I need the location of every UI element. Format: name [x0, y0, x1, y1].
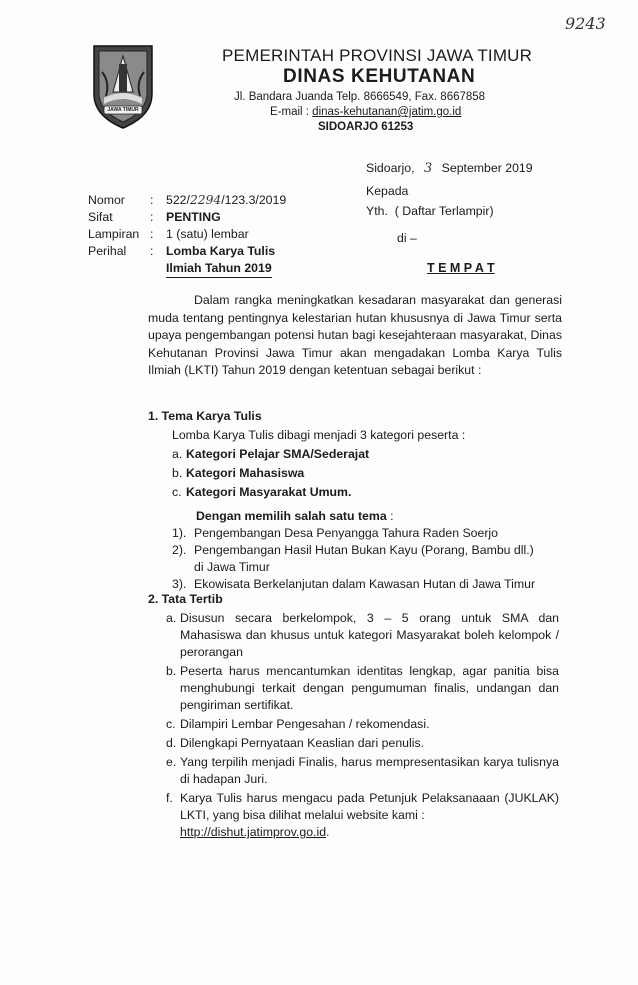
meta-colons	[150, 192, 158, 260]
theme-intro-colon: :	[386, 509, 394, 523]
rule-text: Peserta harus mencantumkan identitas lengkap, agar panitia bisa menghubungi terkait dengan pengumuman finalis, undangan dan pengiriman sertifikat.	[180, 664, 559, 712]
rule-item	[166, 716, 559, 733]
header-email-line	[270, 106, 461, 118]
email-label: E-mail :	[270, 106, 313, 118]
meta-values	[166, 192, 346, 278]
category-item	[172, 465, 432, 484]
header-government: PEMERINTAH PROVINSI JAWA TIMUR	[222, 46, 533, 65]
theme-marker: 1).	[172, 526, 187, 540]
header-agency: DINAS KEHUTANAN	[283, 66, 476, 87]
rule-text: Dilengkapi Pernyataan Keaslian dari penulis.	[180, 736, 425, 750]
meta-lampiran: 1 (satu) lembar	[166, 227, 249, 241]
rule-text: Yang terpilih menjadi Finalis, harus mempresentasikan karya tulisnya di hadapan Juri.	[180, 755, 559, 786]
meta-label-lampiran: Lampiran	[88, 227, 140, 241]
category-item	[172, 484, 432, 503]
rules-list	[166, 610, 559, 841]
theme-text: Pengembangan Hasil Hutan Bukan Kayu (Porang, Bambu dll.)	[194, 543, 534, 557]
nomor-handwritten: 2294	[189, 193, 222, 207]
link-period: .	[326, 825, 330, 839]
recipient-yth-line	[366, 203, 494, 220]
header-address: Jl. Bandara Juanda Telp. 8666549, Fax. 8667858	[234, 91, 486, 103]
meta-label-perihal: Perihal	[88, 244, 127, 258]
nomor-prefix: 522/	[166, 193, 190, 207]
meta-colon: :	[150, 210, 154, 224]
meta-perihal-1: Lomba Karya Tulis	[166, 244, 276, 258]
rule-item	[166, 754, 559, 788]
theme-item	[172, 542, 572, 559]
meta-colon: :	[150, 193, 154, 207]
category-text: Kategori Masyarakat Umum.	[186, 485, 352, 499]
rule-marker: a.	[166, 611, 177, 625]
meta-colon: :	[150, 227, 154, 241]
recipient-di: di –	[397, 231, 417, 245]
category-list	[172, 446, 432, 503]
email-link[interactable]: dinas-kehutanan@jatim.go.id	[312, 106, 462, 118]
theme-intro-text: Dengan memilih salah satu tema	[196, 509, 387, 523]
section1-title: 1. Tema Karya Tulis	[148, 409, 262, 423]
rule-text: Dilampiri Lembar Pengesahan / rekomendasi.	[180, 717, 430, 731]
seal-emblem	[88, 42, 158, 130]
meta-labels	[88, 192, 148, 260]
rule-text-with-link	[180, 790, 559, 841]
date-place: Sidoarjo,	[366, 161, 415, 175]
recipient-list: ( Daftar Terlampir)	[394, 204, 494, 218]
rule-item	[166, 735, 559, 752]
nomor-suffix: /123.3/2019	[221, 193, 287, 207]
meta-perihal-2: Ilmiah Tahun 2019	[166, 260, 272, 278]
header-city: SIDOARJO 61253	[318, 121, 414, 133]
theme-list	[172, 525, 572, 593]
meta-sifat: PENTING	[166, 210, 221, 224]
category-marker: c.	[172, 485, 182, 499]
category-text: Kategori Pelajar SMA/Sederajat	[186, 447, 370, 461]
meta-nomor	[166, 192, 346, 209]
theme-text: Ekowisata Berkelanjutan dalam Kawasan Hutan di Jawa Timur	[194, 577, 536, 591]
recipient-yth: Yth.	[366, 204, 388, 218]
date-month-year: September 2019	[441, 161, 533, 175]
category-marker: b.	[172, 466, 183, 480]
meta-label-nomor: Nomor	[88, 193, 125, 207]
rule-marker: d.	[166, 736, 177, 750]
category-text: Kategori Mahasiswa	[186, 466, 305, 480]
rule-marker: e.	[166, 755, 177, 769]
rule-item	[166, 610, 559, 661]
website-link[interactable]: http://dishut.jatimprov.go.id	[180, 825, 327, 839]
recipient-kepada: Kepada	[366, 184, 409, 198]
rule-marker: c.	[166, 717, 176, 731]
theme-intro	[196, 508, 394, 525]
theme-item	[172, 576, 572, 593]
category-marker: a.	[172, 447, 183, 461]
theme-item	[172, 525, 572, 542]
rule-text: Karya Tulis harus mengacu pada Petunjuk Pelaksanaaan (JUKLAK) LKTI, yang bisa dilihat melalui website kami :	[180, 791, 559, 822]
rule-item	[166, 663, 559, 714]
rule-marker: b.	[166, 664, 177, 678]
theme-text: Pengembangan Desa Penyangga Tahura Raden Soerjo	[194, 526, 499, 540]
letter-date	[366, 160, 533, 177]
meta-colon: :	[150, 244, 154, 258]
section2-title: 2. Tata Tertib	[148, 592, 223, 606]
rule-marker: f.	[166, 791, 173, 805]
intro-paragraph: Dalam rangka meningkatkan kesadaran masyarakat dan generasi muda tentang pentingnya kelestarian hutan khususnya di Jawa Timur serta upaya pengembangan potensi hutan bagi kesejahteraan masyarakat, Dinas Kehutanan Provinsi Jawa Timur akan mengadakan Lomba Karya Tulis Ilmiah (LKTI) Tahun 2019 dengan ketentuan sebagai berikut :	[148, 293, 562, 377]
recipient-tempat: T E M P A T	[427, 261, 495, 275]
seal-ribbon-text: JAWA TIMUR	[107, 107, 139, 113]
province-seal-logo	[88, 42, 158, 130]
theme-item-continued: di Jawa Timur	[194, 560, 270, 574]
date-day-handwritten: 3	[423, 161, 433, 176]
meta-label-sifat: Sifat	[88, 210, 113, 224]
handwritten-number: 9243	[565, 14, 606, 33]
rule-text: Disusun secara berkelompok, 3 – 5 orang untuk SMA dan Mahasiswa dan khusus untuk kategori Masyarakat boleh kelompok / perorangan	[180, 611, 559, 659]
category-item	[172, 446, 432, 465]
section1-desc: Lomba Karya Tulis dibagi menjadi 3 kategori peserta :	[172, 428, 466, 442]
theme-marker: 3).	[172, 577, 187, 591]
theme-marker: 2).	[172, 543, 187, 557]
rule-item	[166, 790, 559, 841]
